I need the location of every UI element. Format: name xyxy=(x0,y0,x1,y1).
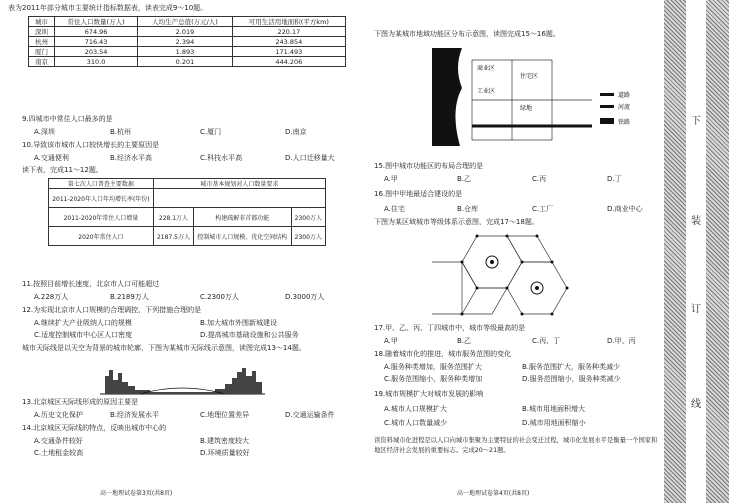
question-14: 14.北京城区天际线的特点，反映出城市中心的 xyxy=(22,424,167,432)
option[interactable]: A.交通条件较好 xyxy=(34,437,83,445)
option[interactable]: B.城市用地面积增大 xyxy=(522,405,586,413)
city-table: 城市 常住人口数量(万人) 人均生产总值(万元/人) 可用生活用地面积(平方km) 深圳 674.96 2.019 220.17 杭州 716.43 2.394 243.854 厦门 203.54 1.893 171.493 南京 310.0 0.201 444.206 xyxy=(28,16,346,67)
option[interactable]: D.甲、丙 xyxy=(607,337,636,345)
binding-strip xyxy=(664,0,729,503)
option[interactable]: B.建筑密度较大 xyxy=(200,437,250,445)
table-row: 厦门 203.54 1.893 171.493 xyxy=(29,47,346,57)
map-label: 商业区 xyxy=(477,65,496,72)
question-17: 17.甲、乙、丙、丁四城市中，城市等级最高的是 xyxy=(374,324,526,332)
option[interactable]: A.继续扩大产业吸纳人口的规模 xyxy=(34,319,132,327)
option[interactable]: C.丙、丁 xyxy=(532,337,561,345)
option[interactable]: C.科技水平高 xyxy=(200,154,243,162)
table-row: 杭州 716.43 2.394 243.854 xyxy=(29,37,346,47)
option[interactable]: B.杭州 xyxy=(110,128,132,136)
map-label: 绿地 xyxy=(520,105,533,112)
question-13: 13.北京城区天际线形成的原因主要是 xyxy=(22,398,139,406)
option[interactable]: C.土地租金较高 xyxy=(34,449,84,457)
option[interactable]: B.加大城市外围新城建设 xyxy=(200,319,278,327)
option[interactable]: C.2300万人 xyxy=(200,293,239,301)
option[interactable]: A.历史文化保护 xyxy=(34,411,83,419)
question-12: 12.为实现北京市人口规模的合理调控，下列措施合理的是 xyxy=(22,306,202,314)
hexagon-diagram xyxy=(432,228,582,320)
question-11: 11.按照目前增长速度，北京市人口可能超过 xyxy=(22,280,160,288)
question-18: 18.随着城市化的推进，城市服务范围的变化 xyxy=(374,350,512,358)
strip-char: 线 xyxy=(691,399,701,410)
option[interactable]: D.丁 xyxy=(607,175,622,183)
page-footer: 高一地理试卷第4页(共8页) xyxy=(457,490,530,497)
intro-text: 下图为某城市地域功能区分布示意图，读图完成15～16题。 xyxy=(374,30,560,38)
option[interactable]: A.228万人 xyxy=(34,293,69,301)
option[interactable]: D.交通运输条件 xyxy=(285,411,335,419)
option[interactable]: A.住宅 xyxy=(384,205,405,213)
option[interactable]: C.城市人口数量减少 xyxy=(384,419,448,427)
option[interactable]: B.乙 xyxy=(457,337,472,345)
option[interactable]: A.城市人口规模扩大 xyxy=(384,405,447,413)
option[interactable]: B.服务范围扩大，服务种类减少 xyxy=(522,363,621,371)
option[interactable]: B.2189万人 xyxy=(110,293,149,301)
city-function-map xyxy=(432,48,632,146)
left-page xyxy=(0,0,362,503)
legend-label: 河流 xyxy=(618,104,631,111)
option[interactable]: A.深圳 xyxy=(34,128,55,136)
option[interactable]: D.3000万人 xyxy=(285,293,325,301)
passage-text: 读资料城市化进程是以人口向城市集聚为主要特征的社会变迁过程，城市化发展水平是衡量一个国家和地区经济社会发展的重要标志。完成20～21题。 xyxy=(374,437,658,454)
right-page xyxy=(362,0,664,503)
strip-char: 订 xyxy=(691,304,701,315)
option[interactable]: C.服务范围缩小，服务种类增加 xyxy=(384,375,483,383)
option[interactable]: C.适度控制城市中心区人口密度 xyxy=(34,331,133,339)
option[interactable]: C.地理位置差异 xyxy=(200,411,250,419)
option[interactable]: D.提高城市基础设施和公共服务 xyxy=(200,331,299,339)
skyline-figure xyxy=(100,362,265,396)
option[interactable]: A.服务种类增加，服务范围扩大 xyxy=(384,363,482,371)
question-10: 10.导致该市城市人口较快增长的主要原因是 xyxy=(22,141,160,149)
intro-text-3: 城市天际线是以天空为背景的城市轮廓，下图为某城市天际线示意图，读图完成13～14题。 xyxy=(22,344,306,352)
legend-label: 铁路 xyxy=(618,119,631,126)
option[interactable]: D.商业中心 xyxy=(607,205,643,213)
strip-char: 下 xyxy=(691,116,701,127)
question-16: 16.图中甲地最适合建设的是 xyxy=(374,190,463,198)
option[interactable]: D.人口迁移量大 xyxy=(285,154,335,162)
census-table: 第七次人口普查主要数据 城市基本规划对人口数量要求 2011-2020年人口年均增长率(年份) 2011-2020年常住人口增量 228.1万人 构建疏解非首都功能 2300万人 2020年常住人口 2187.5万人 控制城市人口规模，优化空间结构 2300万人 xyxy=(48,178,326,246)
option[interactable]: D.环境质量较好 xyxy=(200,449,250,457)
table-row: 深圳 674.96 2.019 220.17 xyxy=(29,27,346,37)
option[interactable]: C.工厂 xyxy=(532,205,554,213)
table-row: 南京 310.0 0.201 444.206 xyxy=(29,57,346,67)
option[interactable]: B.乙 xyxy=(457,175,472,183)
option[interactable]: B.经济发展水平 xyxy=(110,411,160,419)
legend-label: 道路 xyxy=(618,92,631,99)
table-row: 2011-2020年人口年均增长率(年份) xyxy=(49,189,326,208)
option[interactable]: D.南京 xyxy=(285,128,307,136)
intro-text-2: 读下表，完成11～12题。 xyxy=(22,166,103,174)
map-label: 工业区 xyxy=(477,88,496,95)
table-row: 2011-2020年常住人口增量 228.1万人 构建疏解非首都功能 2300万人 xyxy=(49,208,326,227)
option[interactable]: D.服务范围缩小，服务种类减少 xyxy=(522,375,621,383)
map-label: 住宅区 xyxy=(520,73,539,80)
option[interactable]: C.丙 xyxy=(532,175,547,183)
option[interactable]: A.交通便利 xyxy=(34,154,69,162)
table-row: 2020年常住人口 2187.5万人 控制城市人口规模，优化空间结构 2300万人 xyxy=(49,227,326,246)
strip-char: 装 xyxy=(691,216,701,227)
intro-text: 表为2011年部分城市主要统计指标数据表，读表完成9～10题。 xyxy=(8,4,208,12)
option[interactable]: C.厦门 xyxy=(200,128,222,136)
question-9: 9.四城市中常住人口最多的是 xyxy=(22,115,113,123)
option[interactable]: B.仓库 xyxy=(457,205,479,213)
page-footer: 高一地理试卷第3页(共8页) xyxy=(100,490,173,497)
question-19: 19.城市规模扩大对城市发展的影响 xyxy=(374,390,484,398)
question-15: 15.图中城市功能区的布局合理的是 xyxy=(374,162,484,170)
option[interactable]: A.甲 xyxy=(384,337,398,345)
option[interactable]: B.经济水平高 xyxy=(110,154,153,162)
option[interactable]: A.甲 xyxy=(384,175,398,183)
option[interactable]: D.城市用地面积缩小 xyxy=(522,419,586,427)
intro-text-2: 下图为某区域城市等级体系示意图，完成17～18题。 xyxy=(374,218,539,226)
